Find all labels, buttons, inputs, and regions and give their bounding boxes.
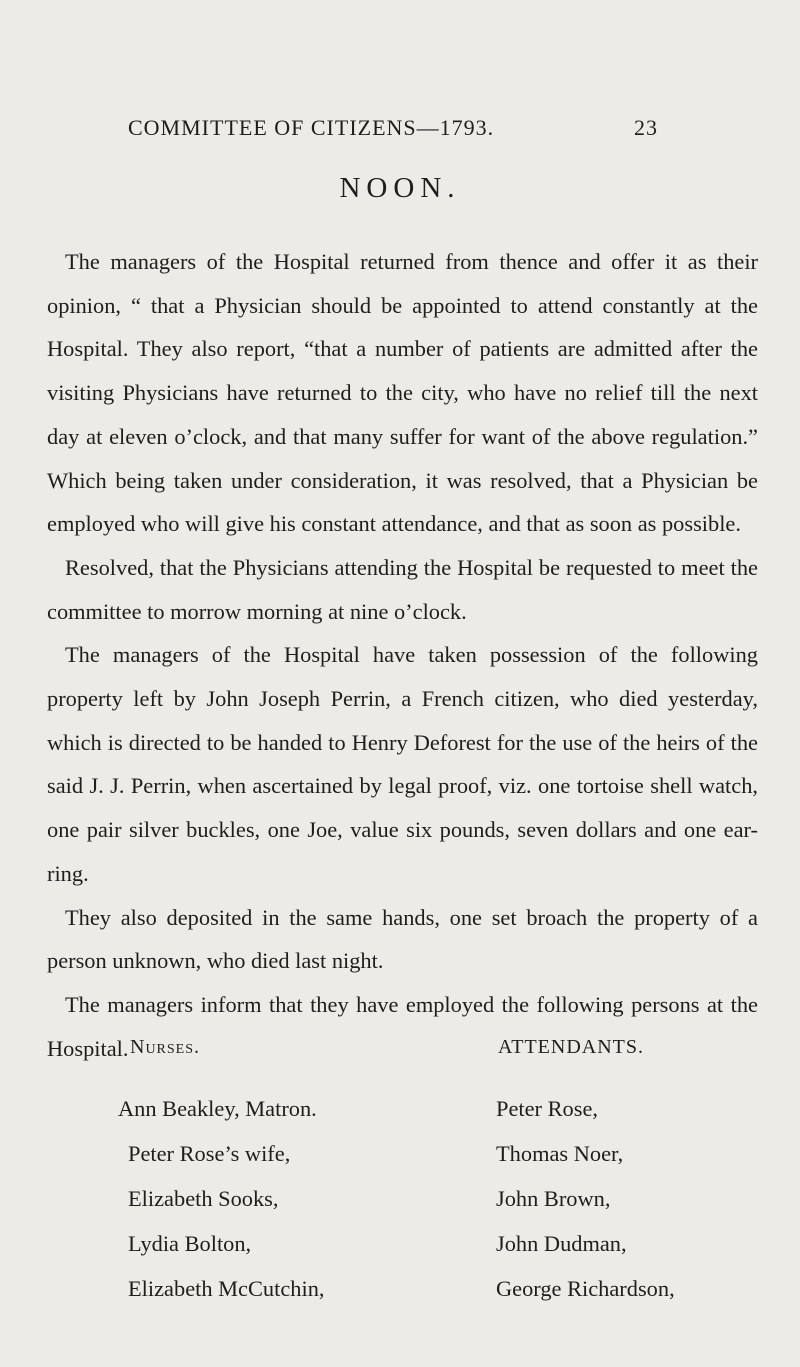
- section-title: NOON.: [339, 172, 461, 204]
- paragraph: The managers of the Hospital have taken possession of the following property left by John Joseph Perrin, a French citizen, who died yesterday, which is directed to be handed to Henry Deforest for the use of the heirs of the said J. J. Perrin, when ascertained by legal proof, viz. one tortoise shell watch, one pair silver buckles, one Joe, value six pounds, seven dollars and one ear-ring.: [47, 642, 758, 886]
- nurse-name: Elizabeth McCutchin,: [128, 1276, 325, 1301]
- nurse-name: Ann Beakley, Matron.: [118, 1096, 317, 1121]
- nurse-name: Elizabeth Sooks,: [128, 1186, 279, 1211]
- attendant-name: Thomas Noer,: [496, 1141, 624, 1166]
- paragraph: The managers of the Hospital returned from thence and offer it as their opinion, “ that a Physician should be appointed to attend constantly at the Hospital. They also report, “that a number of patients are admitted after the visiting Physicians have returned to the city, who have no relief till the next day at eleven o’clock, and that many suffer for want of the above regulation.” Which being taken under consideration, it was resolved, that a Physician be employed who will give his constant attendance, and that as soon as possible.: [47, 249, 758, 537]
- attendants-heading: ATTENDANTS.: [498, 1036, 644, 1058]
- attendant-name: John Brown,: [496, 1186, 611, 1211]
- paragraph: They also deposited in the same hands, one set broach the property of a person unknown, who died last night.: [47, 904, 758, 974]
- nurse-name: Peter Rose’s wife,: [128, 1141, 291, 1166]
- paragraph: The managers inform that they have employed the following persons at the Hospital.: [47, 991, 758, 1061]
- attendant-name: John Dudman,: [496, 1231, 627, 1256]
- paragraph: Resolved, that the Physicians attending the Hospital be requested to meet the committee to morrow morning at nine o’clock.: [47, 554, 758, 624]
- nurse-name: Lydia Bolton,: [128, 1231, 252, 1256]
- attendants-column: [496, 1035, 796, 1311]
- page-number: 23: [634, 115, 658, 140]
- running-title: COMMITTEE OF CITIZENS—1793.: [128, 115, 495, 140]
- attendant-name: George Richardson,: [496, 1276, 675, 1301]
- body-text: [47, 240, 758, 1070]
- attendant-name: Peter Rose,: [496, 1096, 598, 1121]
- nurses-heading: Nurses.: [130, 1036, 201, 1058]
- nurses-column: [118, 1035, 438, 1311]
